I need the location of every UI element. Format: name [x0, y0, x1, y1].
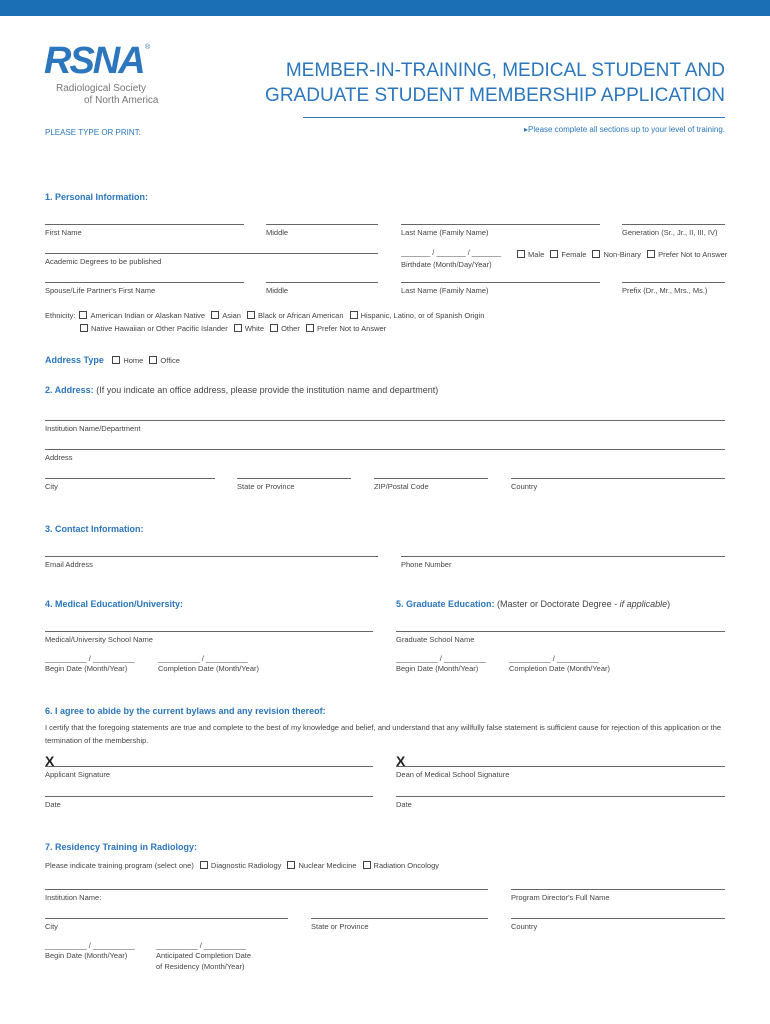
- form-title-line-1: MEMBER-IN-TRAINING, MEDICAL STUDENT AND: [285, 60, 725, 81]
- hispanic-label: Hispanic, Latino, or of Spanish Origin: [360, 311, 485, 320]
- other-label: Other: [281, 324, 300, 333]
- residency-completion-date-field[interactable]: __________ / __________: [156, 941, 246, 950]
- phone-label: Phone Number: [401, 560, 452, 569]
- american-indian-checkbox[interactable]: [79, 311, 87, 319]
- residency-institution-field[interactable]: [45, 889, 488, 890]
- applicant-date-field[interactable]: [45, 796, 373, 797]
- black-checkbox[interactable]: [247, 311, 255, 319]
- spouse-last-field[interactable]: [401, 282, 600, 283]
- spouse-first-field[interactable]: [45, 282, 244, 283]
- registered-mark: ®: [145, 44, 151, 51]
- non-binary-checkbox[interactable]: [592, 250, 600, 258]
- grad-begin-date-field[interactable]: __________ / __________: [396, 654, 486, 663]
- last-name-label: Last Name (Family Name): [401, 228, 489, 237]
- medical-school-label: Medical/University School Name: [45, 635, 153, 644]
- applicant-signature-label: Applicant Signature: [45, 770, 111, 779]
- male-checkbox[interactable]: [517, 250, 525, 258]
- country-label: Country: [511, 482, 538, 491]
- grad-note-end: ): [667, 599, 671, 609]
- training-program-row: [45, 861, 439, 870]
- grad-completion-label: Completion Date (Month/Year): [509, 664, 611, 673]
- med-completion-date-field[interactable]: __________ / __________: [158, 654, 248, 663]
- ethnicity-prefer-not-checkbox[interactable]: [306, 324, 314, 332]
- residency-institution-label: Institution Name:: [45, 893, 102, 902]
- dean-date-field[interactable]: [396, 796, 725, 797]
- gender-prefer-not-label: Prefer Not to Answer: [658, 250, 728, 259]
- residency-state-field[interactable]: [311, 918, 488, 919]
- medical-school-field[interactable]: [45, 631, 373, 632]
- other-checkbox[interactable]: [270, 324, 278, 332]
- training-program-prompt: Please indicate training program (select one): [45, 861, 194, 870]
- white-checkbox[interactable]: [234, 324, 242, 332]
- rsna-logo: RSNA: [44, 40, 144, 82]
- grad-note-text: (Master or Doctorate Degree -: [497, 599, 620, 609]
- spouse-last-label: Last Name (Family Name): [401, 286, 489, 295]
- female-label: Female: [561, 250, 587, 259]
- residency-anticipated-label-1: Anticipated Completion Date: [156, 951, 252, 960]
- section-medical-education-heading: 4. Medical Education/University:: [45, 599, 184, 609]
- section-address-heading: [45, 385, 438, 395]
- logo-subtitle-1: Radiological Society: [56, 83, 147, 94]
- middle-name-field[interactable]: [266, 224, 378, 225]
- address-type-row: [45, 350, 180, 368]
- grad-completion-date-field[interactable]: __________ / __________: [509, 654, 599, 663]
- dean-date-label: Date: [396, 800, 412, 809]
- asian-checkbox[interactable]: [211, 311, 219, 319]
- generation-field[interactable]: [622, 224, 725, 225]
- certification-text: I certify that the foregoing statements are true and complete to the best of my knowledge and belief, and understand that any willfully false statement is sufficient cause for rejection of this application or the termination of the membership.: [45, 723, 722, 745]
- section-graduate-education-heading: [396, 599, 670, 609]
- country-field[interactable]: [511, 478, 725, 479]
- degrees-field[interactable]: [45, 253, 378, 254]
- spouse-middle-field[interactable]: [266, 282, 378, 283]
- med-completion-label: Completion Date (Month/Year): [158, 664, 260, 673]
- address-heading-note: (If you indicate an office address, please provide the institution name and department): [96, 385, 439, 395]
- applicant-date-label: Date: [45, 800, 61, 809]
- institution-field[interactable]: [45, 420, 725, 421]
- grad-begin-label: Begin Date (Month/Year): [396, 664, 479, 673]
- zip-label: ZIP/Postal Code: [374, 482, 429, 491]
- last-name-field[interactable]: [401, 224, 600, 225]
- section-residency-heading: 7. Residency Training in Radiology:: [45, 842, 198, 852]
- black-label: Black or African American: [258, 311, 344, 320]
- residency-begin-label: Begin Date (Month/Year): [45, 951, 128, 960]
- home-checkbox[interactable]: [112, 356, 120, 364]
- graduate-school-field[interactable]: [396, 631, 725, 632]
- applicant-signature-field[interactable]: [45, 766, 373, 767]
- dean-signature-field[interactable]: [396, 766, 725, 767]
- native-hawaiian-checkbox[interactable]: [80, 324, 88, 332]
- female-checkbox[interactable]: [550, 250, 558, 258]
- radiation-oncology-checkbox[interactable]: [363, 861, 371, 869]
- american-indian-label: American Indian or Alaskan Native: [90, 311, 206, 320]
- address-field[interactable]: [45, 449, 725, 450]
- ethnicity-row-1: [45, 311, 484, 320]
- male-label: Male: [528, 250, 545, 259]
- spouse-first-label: Spouse/Life Partner's First Name: [45, 286, 156, 295]
- email-label: Email Address: [45, 560, 93, 569]
- grad-note-italic: if applicable: [619, 599, 668, 609]
- hispanic-checkbox[interactable]: [350, 311, 358, 319]
- office-label: Office: [160, 356, 180, 365]
- degrees-label: Academic Degrees to be published: [45, 257, 162, 266]
- residency-state-label: State or Province: [311, 922, 369, 931]
- native-hawaiian-label: Native Hawaiian or Other Pacific Islander: [91, 324, 228, 333]
- form-title-line-2: GRADUATE STUDENT MEMBERSHIP APPLICATION: [265, 85, 725, 106]
- address-heading-text: 2. Address:: [45, 385, 94, 395]
- city-label: City: [45, 482, 58, 491]
- diagnostic-radiology-checkbox[interactable]: [200, 861, 208, 869]
- generation-label: Generation (Sr., Jr., II, III, IV): [622, 228, 718, 237]
- first-name-field[interactable]: [45, 224, 244, 225]
- residency-anticipated-label-2: of Residency (Month/Year): [156, 962, 245, 971]
- program-director-label: Program Director's Full Name: [511, 893, 610, 902]
- residency-country-label: Country: [511, 922, 538, 931]
- section-contact-heading: 3. Contact Information:: [45, 524, 144, 534]
- nuclear-medicine-checkbox[interactable]: [287, 861, 295, 869]
- graduate-school-label: Graduate School Name: [396, 635, 475, 644]
- address-label: Address: [45, 453, 73, 462]
- asian-label: Asian: [222, 311, 241, 320]
- applicant-x-mark: X: [45, 753, 55, 769]
- please-type-label: PLEASE TYPE OR PRINT:: [45, 128, 141, 137]
- prefix-field[interactable]: [622, 282, 725, 283]
- med-begin-label: Begin Date (Month/Year): [45, 664, 128, 673]
- birthdate-field[interactable]: _______ / _______ / _______: [401, 248, 502, 257]
- zip-field[interactable]: [374, 478, 488, 479]
- nuclear-medicine-label: Nuclear Medicine: [298, 861, 357, 870]
- gender-prefer-not-checkbox[interactable]: [647, 250, 655, 258]
- med-begin-date-field[interactable]: __________ / __________: [45, 654, 135, 663]
- spouse-middle-label: Middle: [266, 286, 289, 295]
- title-rule: [303, 117, 725, 118]
- completion-note: ▸Please complete all sections up to your level of training.: [523, 125, 725, 134]
- residency-country-field[interactable]: [511, 918, 725, 919]
- top-bar: [0, 0, 770, 16]
- address-type-heading: Address Type: [45, 355, 104, 365]
- dean-x-mark: X: [396, 753, 406, 769]
- graduate-heading-text: 5. Graduate Education:: [396, 599, 495, 609]
- ethnicity-row-2: [76, 324, 386, 333]
- section-agree-heading: 6. I agree to abide by the current bylaws and any revision thereof:: [45, 706, 326, 716]
- gender-options: [513, 250, 727, 259]
- phone-field[interactable]: [401, 556, 725, 557]
- section-personal-heading: 1. Personal Information:: [45, 192, 149, 202]
- residency-city-label: City: [45, 922, 58, 931]
- graduate-heading-note: [497, 599, 670, 609]
- middle-label: Middle: [266, 228, 289, 237]
- first-name-label: First Name: [45, 228, 82, 237]
- program-director-field[interactable]: [511, 889, 725, 890]
- non-binary-label: Non-Binary: [603, 250, 641, 259]
- prefix-label: Prefix (Dr., Mr., Mrs., Ms.): [622, 286, 708, 295]
- institution-label: Institution Name/Department: [45, 424, 141, 433]
- dean-signature-label: Dean of Medical School Signature: [396, 770, 510, 779]
- white-label: White: [244, 324, 264, 333]
- ethnicity-prefer-not-label: Prefer Not to Answer: [316, 324, 387, 333]
- city-field[interactable]: [45, 478, 215, 479]
- logo-subtitle-2: of North America: [84, 95, 159, 106]
- state-field[interactable]: [237, 478, 351, 479]
- diagnostic-radiology-label: Diagnostic Radiology: [210, 861, 282, 870]
- state-label: State or Province: [237, 482, 295, 491]
- residency-begin-date-field[interactable]: __________ / __________: [45, 941, 135, 950]
- email-field[interactable]: [45, 556, 378, 557]
- home-label: Home: [123, 356, 144, 365]
- residency-city-field[interactable]: [45, 918, 288, 919]
- radiation-oncology-label: Radiation Oncology: [373, 861, 439, 870]
- ethnicity-label: Ethnicity:: [45, 311, 76, 320]
- birthdate-label: Birthdate (Month/Day/Year): [401, 260, 492, 269]
- office-checkbox[interactable]: [149, 356, 157, 364]
